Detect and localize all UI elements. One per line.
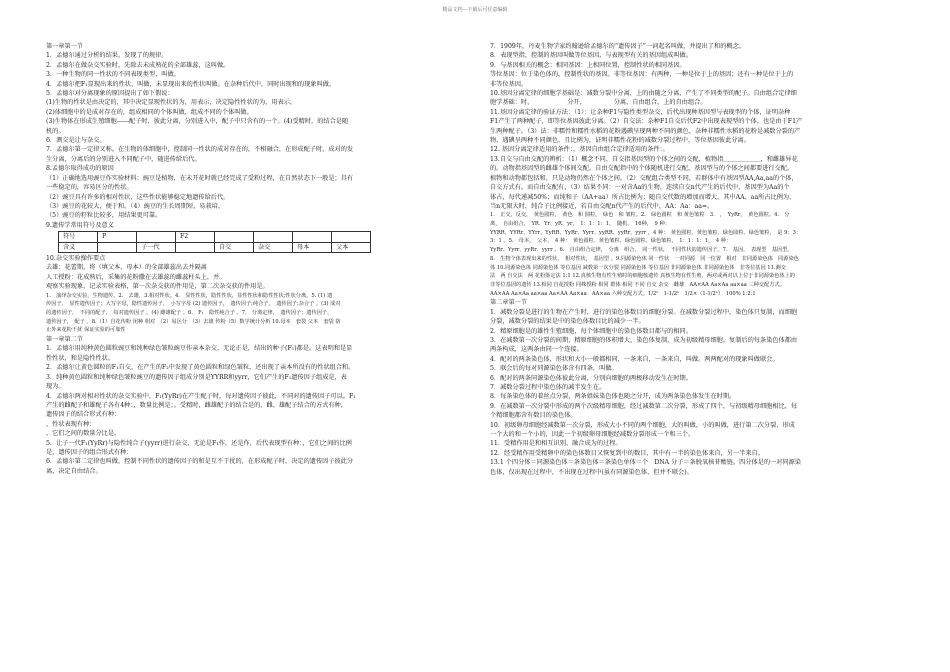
- text-line: 分裂，减数分裂的结果是中的染色体数目比的减少一半。: [490, 318, 645, 326]
- answer-line: 1. 演绎杂交实验，生物遗传。2. 去雄，3.相对性状。4. 显性性状，隐性性状，显性性状和隐性性状;性状分离。5. (1) 遗: [46, 292, 333, 299]
- table-cell: [137, 232, 176, 242]
- text-line: 第一章第二节: [46, 336, 84, 344]
- text-line: 4．配对的两条染色体，形状和大小一般都相同，一条来自，一条来自，叫做。两两配对的现象叫做联会。: [490, 355, 779, 363]
- text-line: 生两种配子。（3）法：非糯性和糯性水稻的花粉遇碘呈现两种不同的颜色，杂种非糯性水稻的花粉是减数分裂的产: [490, 127, 801, 135]
- text-line: 5．孟德尔对分离现象的原因提出了如下假说：: [46, 90, 174, 98]
- text-line: 6．孟德尔第二定律也叫做，控制不同性状的遗传因子的和是互不干扰的，在形成配子时，决定的遗传因子彼此分: [46, 458, 354, 466]
- text-line: 2．精原细胞是的雄性生殖细胞，每个体细胞中的染色体数目都与的相同。: [490, 327, 692, 335]
- text-line: （1）正确地选用豌豆作实验材料：豌豆是植物，在未开花时就已经完成了受粉过程，在自然状态下一般是；具有: [46, 174, 354, 182]
- text-line: 1．减数分裂是进行的生物在产生时，进行的染色体数目的细胞分裂。在减数分裂过程中，染色体只复制，而细胞: [490, 308, 798, 316]
- answer-line: 8. 生物个体表现出来的性状， 相对性状， 基因型 。9.同源染色体 同一性状 一对同源 同一位置 相对 非同源染色体 同源染色: [490, 255, 799, 262]
- symbol-table: [58, 231, 371, 253]
- answer-line: 3：1 。5. 母本， 父本， 4 种： 黄色圆粒、黄色皱粒、绿色圆粒、绿色皱粒， 1：1：1：1， 4 种：: [490, 238, 732, 245]
- text-line: 1．孟德尔用纯种黄色圆粒豌豆和纯种绿色皱粒豌豆作亲本杂交，无论正是，结出的种子(F₁)都是。这表明和是显: [46, 345, 353, 353]
- text-line: (3)生物体在形成生殖细胞——配子时，彼此分离，分别进入中，配子中只含有的一个。(4)受精时，的结合是随: [46, 118, 349, 126]
- table-cell: [176, 242, 215, 252]
- text-line: 12. 基因分离定律适用的条件：，基因自由组合定律适用的条件：。: [490, 146, 669, 154]
- text-line: 胞学基础：时， 分开， 分离，自由组合，上的自由组合。: [490, 99, 707, 107]
- answer-line: 体 10.同源染色体 同源染色体 等位基因 减数第一次分裂 同源染色体 等位基因 非同源染色体 非同源染色体 非等位基因 11.测交: [490, 264, 786, 271]
- text-line: 2．孟德尔让黄色圆粒的F₁自交，在产生的F₂中发现了黄色圆粒和绿色皱粒，还出现了亲本所没有的性状组合和。: [46, 364, 355, 372]
- table-cell: F2: [176, 232, 215, 242]
- text-line: 9．与基因相关的概念：相同基因：上相同位置，控制性状的相同基因。: [490, 61, 686, 69]
- text-line: ，性状表现有种：: [46, 420, 96, 428]
- table-cell: [215, 232, 254, 242]
- text-line: 观察实验现象，记录实验表格，第一次杂交获的件用是，第二次杂交获的件用是。: [46, 283, 269, 291]
- table-cell: 子一代: [137, 242, 176, 252]
- text-line: 机的。: [46, 127, 65, 135]
- table-cell: 父本: [332, 242, 371, 252]
- text-line: 10．初级卵母细胞经减数第一次分裂，形成大小不同的两个细胞，大的叫做，小的叫做，进行第二次分裂，形成: [490, 421, 795, 429]
- answer-line: 止外来花粉干扰 保证实验的可靠性: [46, 327, 126, 334]
- text-line: 3．一种生物的同一性状的不同表现类型，叫做。: [46, 71, 180, 79]
- text-line: 4．孟德尔两对相对性状的杂交实验中，F₁(YyRr)在产生配子时，每对遗传因子彼此，不同对的遗传因子可以。F₁: [46, 392, 356, 400]
- answer-line: 传因子， 显性遗传因子；大写字母，隐性遗传因子， 小写字母 (2) 遗传因子， 遗传因子;纯合子， 遗传因子;杂合子 。(3) 成对: [46, 301, 341, 308]
- text-line: 第一章第一节: [46, 43, 84, 50]
- text-line: 13.1 个四分体＝同源染色体＝条染色体＝条染色单体＝个 DNA 分子＝条脱氧核苷酸链。四分体是的一对同源染: [490, 459, 801, 467]
- text-line: 7．1909年，丹麦生物学家约翰逊给孟德尔的“遗传因子”一词起名叫做，并提出了和的概念。: [490, 43, 745, 50]
- text-line: 两条构成，这两条由同一个连接。: [490, 346, 583, 354]
- text-line: 当n无限大时，纯合子比例接近，若自由交配n代产生的后代中，AA：Aa：aa=。: [490, 202, 714, 210]
- text-line: 5．让子一代F₁(YyRr)与隐性纯合子(yyrr)进行杂交，无论是F₁作，还是作，后代表现型有种：，它们之间的比例: [46, 439, 352, 447]
- table-cell: 自交: [215, 242, 254, 252]
- left-column: [46, 42, 458, 476]
- answer-line: 离， 自由组合， YR、Yr、yR、yr， 1：1：1：1， 随机， 16种， 9 种：: [490, 221, 670, 228]
- text-line: 1．孟德尔通过分析的结果，发现了的规律。: [46, 52, 168, 60]
- table-cell: [98, 242, 137, 252]
- text-line: 第二章第一节: [490, 299, 528, 307]
- table-cell: [254, 232, 293, 242]
- text-line: 色体，仅出现在过程中，不出现在过程中(虽有同源染色体，但并不联会)。: [490, 468, 693, 476]
- text-line: 非等位基因。: [490, 80, 528, 88]
- text-line: 7．减数分裂过程中染色体的减半发生在。: [490, 384, 606, 391]
- text-line: 8．每条染色体的着丝点分裂，两条姐妹染色体也随之分开，成为两条染色体发生在时期。: [490, 393, 736, 401]
- text-line: 6．配对的两条同源染色体彼此分离，分别向细胞的两极移动发生在时期。: [490, 374, 692, 382]
- text-line: 自交方式有。而自由交配有，（3）结果不同：一对含Aa的生物，连续自交n代产生的后代中，基因型为Aa的个: [490, 184, 790, 192]
- table-cell: 含义: [59, 242, 98, 252]
- answer-line: 的遗传因子， 不同的配子， 每对遗传因子 。(4) 雌雄配子 。6. F₁ 隐性纯合子 。7. 分离定律， 遗传因子；遗传因子，: [46, 309, 333, 316]
- answer-line: 1. 正交，反交， 黄色圆粒， 黄色 和 圆粒， 绿色 和 皱粒。2. 绿色圆粒 和 黄色皱粒 3. ， YyRr， 黄色圆粒。4. 分: [490, 212, 790, 219]
- answer-line: 非等位基因的遗传 13.相同 自花授粉 同株授粉 相同 群体 相同 不同 自交 杂交 雌雄 AA×AA Aa×Aa aa×aa 三种交配方式。: [490, 281, 785, 288]
- table-cell: 母本: [293, 242, 332, 252]
- text-line: 10.杂交实验操作要点: [46, 254, 106, 262]
- text-line: 8.孟德尔取得成功的原因: [46, 165, 114, 173]
- table-cell: [293, 232, 332, 242]
- text-line: 一些稳定的，容易区分的性状。: [46, 184, 133, 192]
- text-line: 一个大的和一个小的，因此一个初级卵母细胞经减数分裂形成一个和三个。: [490, 431, 695, 439]
- text-line: 11.基因分离定律的验证方法：（1）：让杂种F1与隐性类型杂交，后代出现种基因型与表现型的个体，证明杂种: [490, 108, 791, 116]
- table-cell: [332, 232, 371, 242]
- text-line: 的。动物指基因型的雌雄个体间交配。自由交配指中的个体随机进行交配，基因型与的个体之间都要进行交配。: [490, 165, 794, 173]
- text-line: （5）豌豆的籽粒比较多，用结果更可靠。: [46, 212, 162, 220]
- text-line: (2)体细胞中的是成对存在的，组成相同的个体叫做，组成不同的个体叫做。: [46, 108, 253, 116]
- page-header: 精品文档---下载后可任意编辑: [442, 7, 508, 13]
- text-line: 植物和动物都包括和。只是动物仍然在个体之间。（2）交配组合类型不同，若群体中有基因型AA,Aa,aa的个体，: [490, 174, 798, 182]
- text-line: 4．孟德尔把F₁显现出来的性状，叫做，未显现出来的性状叫做。在杂种后代中，同时出现和的现象叫做。: [46, 80, 336, 88]
- table-cell: P: [98, 232, 137, 242]
- text-line: 9.遗传学常用符号及意义: [46, 221, 114, 229]
- text-line: 2．孟德尔在做杂交实验时，先除去未成熟花的全部雄蕊，这叫做。: [46, 61, 230, 69]
- text-line: 12．经受精作用受精卵中的染色体数目又恢复到中的数目，其中有一半的染色体来自，另一半来自。: [490, 449, 764, 457]
- text-line: （2）豌豆具有许多的相对性状，这些性状能够稳定地遗传给后代。: [46, 193, 230, 201]
- text-line: 3．在减数第一次分裂的间期，精原细胞的体积增大，染色体复制，成为初级精母细胞。复制后的每条染色体都由: [490, 336, 798, 344]
- right-column: [490, 42, 900, 477]
- text-line: 产生的雌配子和雄配子各有4种：，数量比例是；。受精时，雌雄配子的结合是的，雌、雄配子结合的方式有种，: [46, 401, 347, 409]
- text-line: 6．测交是让与杂交。: [46, 137, 106, 145]
- text-line: 13.自交与自由交配的辨析：（1）概念不同，自交指基因型的个体之间的交配，植物指＿＿＿＿＿＿，和雌雄异花: [490, 155, 798, 163]
- text-line: 5．联会后的每对同源染色体含有四条，叫做。: [490, 365, 618, 373]
- text-line: 现为。: [46, 383, 65, 391]
- text-line: ，它们之间的数量分比是。: [46, 430, 121, 438]
- text-line: 11．受精作用是和相互识别、融合成为的过程。: [490, 440, 622, 448]
- text-line: 10.基因分离定律的细胞学基础是：减数分裂中分离，上的由随之分离，产生了不同类型的配子。自由组合定律细: [490, 90, 797, 98]
- text-line: F1产生了两种配子，即等位基因彼此分离。（2）自交法：杂种F1自交后代F2中出现表现型的个体，也是由于F1产: [490, 118, 803, 126]
- answer-line: YyRr、Yyrr、yyRr、yyrr 。6. 自由组合定律， 分离 组合， 同一性状， 不同性状的遗传因子。7. 基因， 表现型 基因型。: [490, 247, 793, 254]
- text-line: 去雄：花蕾期，将（填父本、母本）的全部雄蕊出去并隔离: [46, 264, 207, 272]
- table-cell: 符号: [59, 232, 98, 242]
- text-line: (1)生物的性状是由决定的，其中决定显现性状的为，用表示，决定隐性性状的为，用表示。: [46, 99, 297, 107]
- text-line: 等位基因：位于染色体的、控制性状的基因。非等位基因：有两种，一种是位于上的基因；还有一种是位于上的: [490, 71, 794, 79]
- answer-line: AA×AA Aa×Aa aa×aa Aa×AA Aa×aa AA×aa 六种交配方式。1/2ⁿ 1-1/2ⁿ 1/2×（1-1/2ⁿ） 100% 1:2:1: [490, 290, 756, 297]
- answer-line: 遗传因子， 配子 。8.（1）自花传粉 闭种 相对 （2）易区分 （3）去雄 传粉（5）数学统计分析 10.母本 套袋 父本 套袋 防: [46, 318, 341, 325]
- table-cell: 杂交: [254, 242, 293, 252]
- text-line: 9．在减数第一次分裂中形成的两个次级精母细胞，经过减数第二次分裂，形成了四个，与初级精母细胞相比，每: [490, 402, 798, 410]
- text-line: 3．纯种黄色圆粒和纯种绿色皱粒豌豆的遗传因子组成分别是YYRR和yyrr，它们产生的F₁遗传因子组成是，表: [46, 373, 347, 381]
- text-line: 性性状，和是隐性性状。: [46, 354, 115, 362]
- text-line: 人工授粉：花成熟后，采集的花粉撒在去雄蕊的雌蕊柱头上，并。: [46, 273, 226, 281]
- text-line: 遗传因子的结合形式有种：: [46, 411, 121, 419]
- text-line: 物，遇碘呈两种不同颜色，且比例为，证明非糯性花粉的减数分裂过程中，等位基因彼此分离。: [490, 137, 750, 145]
- text-line: 个精细胞都含有数目的染色体。: [490, 412, 577, 420]
- text-line: 8．表现型指，控制的基因叫做等位基因，与表现型有关的基因组成叫做。: [490, 52, 692, 60]
- answer-line: 法 两 自交法 两 花粉鉴定法 1:1 12.真核生物有性生殖时的细胞核遗传 真核生物有性生殖，两对或两对以上位于非同源染色体上的: [490, 273, 795, 280]
- text-line: 体占，每代递减50%；而纯和子（AA+aa）所占比例为；随自交代数的增加而增大，其中AA、aa所占比例为，: [490, 193, 796, 201]
- text-line: 7．孟德尔第一定律又称。在生物的体细胞中，控制同一性状的成对存在的，不相融合，在形成配子时，成对的发: [46, 146, 354, 154]
- answer-line: YYRR、YYRr、YYrr、YyRR、YyRr、Yyrr、yyRR、yyRr、yyrr ，4 种： 黄色圆粒、黄色皱粒、绿色圆粒、绿色皱粒， 是 9：3：: [490, 229, 802, 236]
- text-line: 生分离，分离后的分别进入不同配子中，随进传给后代。: [46, 155, 201, 163]
- text-line: （3）豌豆的花较大，便于和。（4）豌豆的生长周期短，易栽培。: [46, 202, 225, 210]
- text-line: 是，遗传因子的组合形式有种：: [46, 448, 133, 456]
- text-line: 离，决定自由结合。: [46, 467, 102, 475]
